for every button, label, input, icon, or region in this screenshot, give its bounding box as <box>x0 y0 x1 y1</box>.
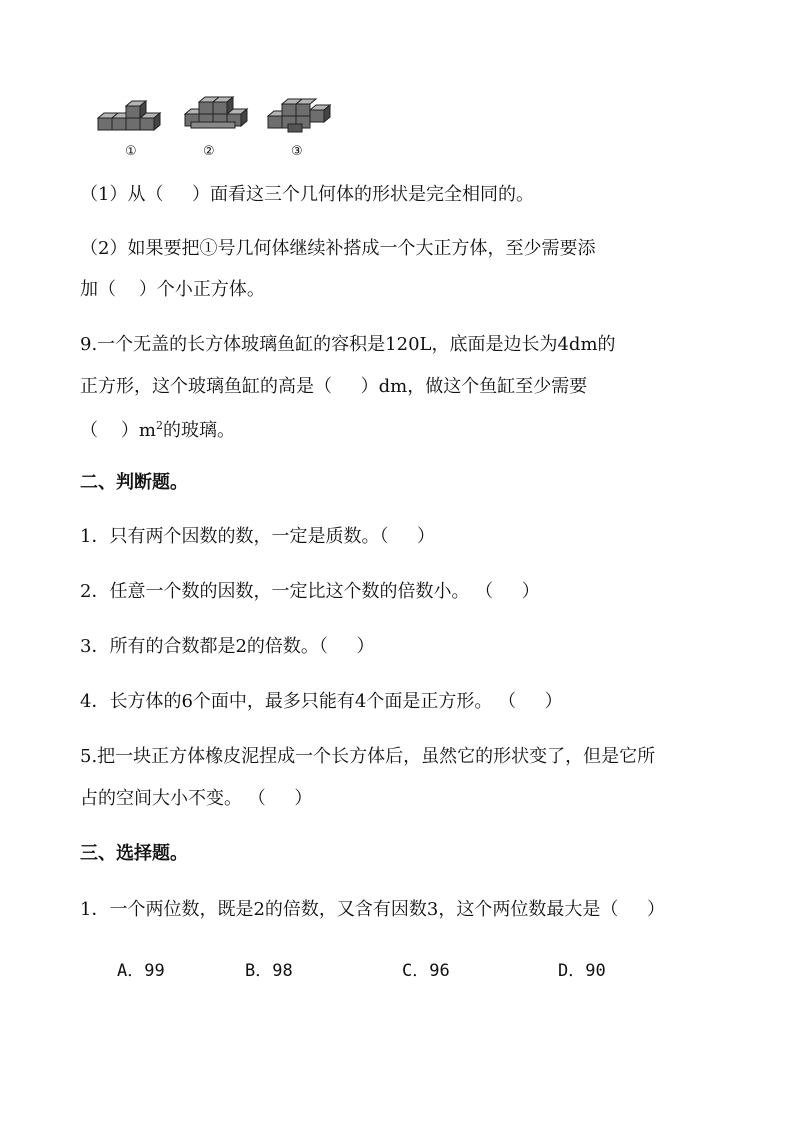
section3-heading: 三、选择题。 <box>80 843 188 864</box>
figure-2-label: ② <box>203 144 215 159</box>
q9-line3-pre: （ ）m <box>80 420 156 441</box>
q9-line3 <box>80 420 235 440</box>
q9-line1: 9.一个无盖的长方体玻璃鱼缸的容积是120L，底面是边长为4dm的 <box>80 334 616 355</box>
section2-item-5-line1: 5.把一块正方体橡皮泥捏成一个长方体后，虽然它的形状变了，但是它所 <box>80 746 656 767</box>
q9-line3-post: 的玻璃。 <box>162 420 235 441</box>
cube-figure-2 <box>183 96 249 134</box>
q9-superscript: 2 <box>155 419 163 432</box>
q8-part2-line2: 加（ ）个小正方体。 <box>80 279 265 300</box>
section2-item-5-line2: 占的空间大小不变。 （ ） <box>80 788 313 809</box>
option-c: C．96 <box>402 961 450 981</box>
option-b: B．98 <box>245 961 293 981</box>
cube-figure-3 <box>266 96 336 136</box>
q9-line2: 正方形，这个玻璃鱼缸的高是（ ）dm，做这个鱼缸至少需要 <box>80 376 588 397</box>
section2-item-2: 2．任意一个数的因数，一定比这个数的倍数小。 （ ） <box>80 581 540 602</box>
figure-3-label: ③ <box>291 144 303 159</box>
figure-1-label: ① <box>125 144 137 159</box>
section2-heading: 二、判断题。 <box>80 472 188 493</box>
section3-question-1: 1．一个两位数，既是2的倍数，又含有因数3，这个两位数最大是（ ） <box>80 899 665 920</box>
section2-item-4: 4．长方体的6个面中，最多只能有4个面是正方形。 （ ） <box>80 691 563 712</box>
q8-part1: （1）从（ ）面看这三个几何体的形状是完全相同的。 <box>80 184 535 205</box>
option-a: A．99 <box>117 961 165 981</box>
section2-item-3: 3．所有的合数都是2的倍数。（ ） <box>80 636 375 657</box>
q8-part2-line1: （2）如果要把①号几何体继续补搭成一个大正方体，至少需要添 <box>80 238 596 259</box>
cube-figure-1 <box>96 96 162 134</box>
section2-item-1: 1．只有两个因数的数，一定是质数。（ ） <box>80 526 436 547</box>
option-d: D．90 <box>558 961 606 981</box>
